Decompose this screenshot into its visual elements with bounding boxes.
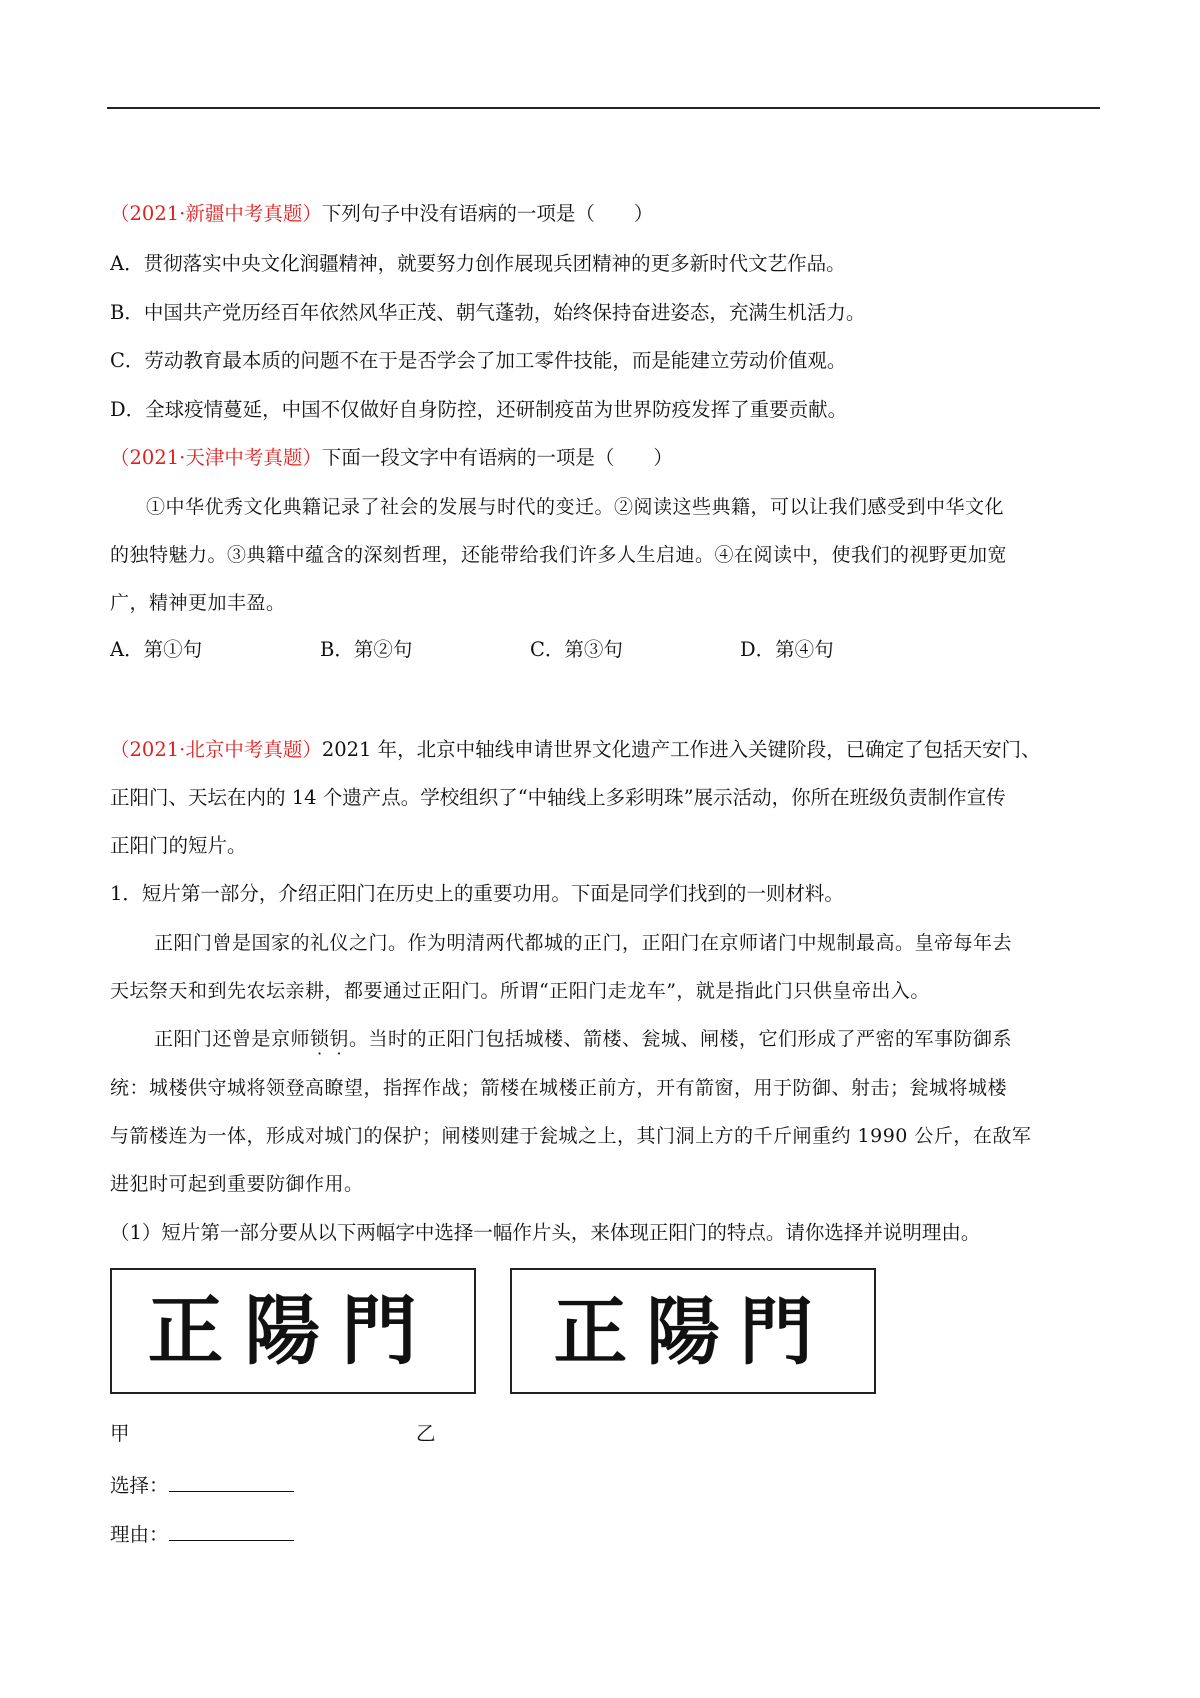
q2-passage-line-2: 的独特魅力。③典籍中蕴含的深刻哲理，还能带给我们许多人生启迪。④在阅读中，使我们的视野更加宽 [110, 544, 1008, 566]
q1-stem: 下列句子中没有语病的一项是（ ） [321, 202, 654, 225]
q2-option-d: D．第④句 [740, 638, 834, 661]
header-rule [107, 107, 1100, 109]
calligraphy-box-jia [110, 1268, 476, 1394]
label-jia: 甲 [110, 1422, 130, 1445]
label-yi: 乙 [416, 1422, 436, 1445]
calligraphy-jia-text: 正陽門 [147, 1286, 439, 1376]
q3-sub1: 1．短片第一部分，介绍正阳门在历史上的重要功用。下面是同学们找到的一则材料。 [110, 882, 844, 905]
choice-label: 选择： [110, 1474, 169, 1497]
q2-title [110, 444, 673, 472]
q1-option-d: D．全球疫情蔓延，中国不仅做好自身防控，还研制疫苗为世界防疫发挥了重要贡献。 [110, 398, 848, 421]
q3-source: （2021·北京中考真题） [110, 738, 322, 761]
q2-passage-line-1: ①中华优秀文化典籍记录了社会的发展与时代的变迁。②阅读这些典籍，可以让我们感受到中华文化 [146, 496, 1005, 518]
q3-intro-line-2: 正阳门、天坛在内的 14 个遗产点。学校组织了“中轴线上多彩明珠”展示活动，你所在班级负责制作宣传 [110, 786, 1006, 809]
q2-stem: 下面一段文字中有语病的一项是（ ） [321, 446, 673, 469]
q3-material-line-3 [154, 1025, 1012, 1053]
q2-option-c: C．第③句 [530, 638, 623, 661]
q3-material-line-4: 统：城楼供守城将领登高瞭望，指挥作战；箭楼在城楼正前方，开有箭窗，用于防御、射击；瓮城将城楼 [110, 1077, 1008, 1099]
q3-material-line-3-pre: 正阳门还曾是京师 [154, 1028, 311, 1050]
q3-intro-line-1 [110, 736, 1041, 764]
calligraphy-yi-image [512, 1270, 874, 1392]
q3-sub1-1: （1）短片第一部分要从以下两幅字中选择一幅作片头，来体现正阳门的特点。请你选择并说明理由。 [110, 1221, 981, 1244]
calligraphy-yi-text: 正陽門 [553, 1290, 833, 1376]
q3-intro-text-1: 2021 年，北京中轴线申请世界文化遗产工作进入关键阶段，已确定了包括天安门、 [321, 738, 1041, 761]
q1-option-c: C．劳动教育最本质的问题不在于是否学会了加工零件技能，而是能建立劳动价值观。 [110, 349, 847, 372]
calligraphy-box-yi [510, 1268, 876, 1394]
emphasis-char-1: 锁 [310, 1028, 330, 1050]
q3-material-line-6: 进犯时可起到重要防御作用。 [110, 1173, 364, 1195]
emphasis-char-2: 钥 [329, 1028, 350, 1050]
reason-label: 理由： [110, 1523, 169, 1546]
q2-option-a: A．第①句 [110, 638, 203, 661]
q2-passage-line-3: 广，精神更加丰盈。 [110, 592, 286, 614]
q3-intro-line-3: 正阳门的短片。 [110, 834, 247, 857]
choice-answer-blank[interactable] [169, 1469, 294, 1492]
q1-source: （2021·新疆中考真题） [110, 202, 322, 225]
reason-answer-blank[interactable] [169, 1518, 294, 1541]
q2-option-b: B．第②句 [320, 638, 413, 661]
q1-title [110, 200, 653, 228]
choice-line [110, 1469, 294, 1500]
q1-option-b: B．中国共产党历经百年依然风华正茂、朝气蓬勃，始终保持奋进姿态，充满生机活力。 [110, 301, 866, 324]
q2-source: （2021·天津中考真题） [110, 446, 322, 469]
q3-material-line-1: 正阳门曾是国家的礼仪之门。作为明清两代都城的正门，正阳门在京师诸门中规制最高。皇帝每年去 [154, 932, 1013, 954]
calligraphy-jia-image [112, 1270, 474, 1392]
q3-material-line-5: 与箭楼连为一体，形成对城门的保护；闸楼则建于瓮城之上，其门洞上方的千斤闸重约 1990 公斤，在敌军 [110, 1125, 1032, 1147]
q1-option-a: A．贯彻落实中央文化润疆精神，就要努力创作展现兵团精神的更多新时代文艺作品。 [110, 252, 846, 275]
q3-material-line-2: 天坛祭天和到先农坛亲耕，都要通过正阳门。所谓“正阳门走龙车”，就是指此门只供皇帝出入。 [110, 980, 930, 1002]
q3-material-line-3-post: 。当时的正阳门包括城楼、箭楼、瓮城、闸楼，它们形成了严密的军事防御系 [349, 1028, 1013, 1050]
reason-line [110, 1518, 294, 1549]
